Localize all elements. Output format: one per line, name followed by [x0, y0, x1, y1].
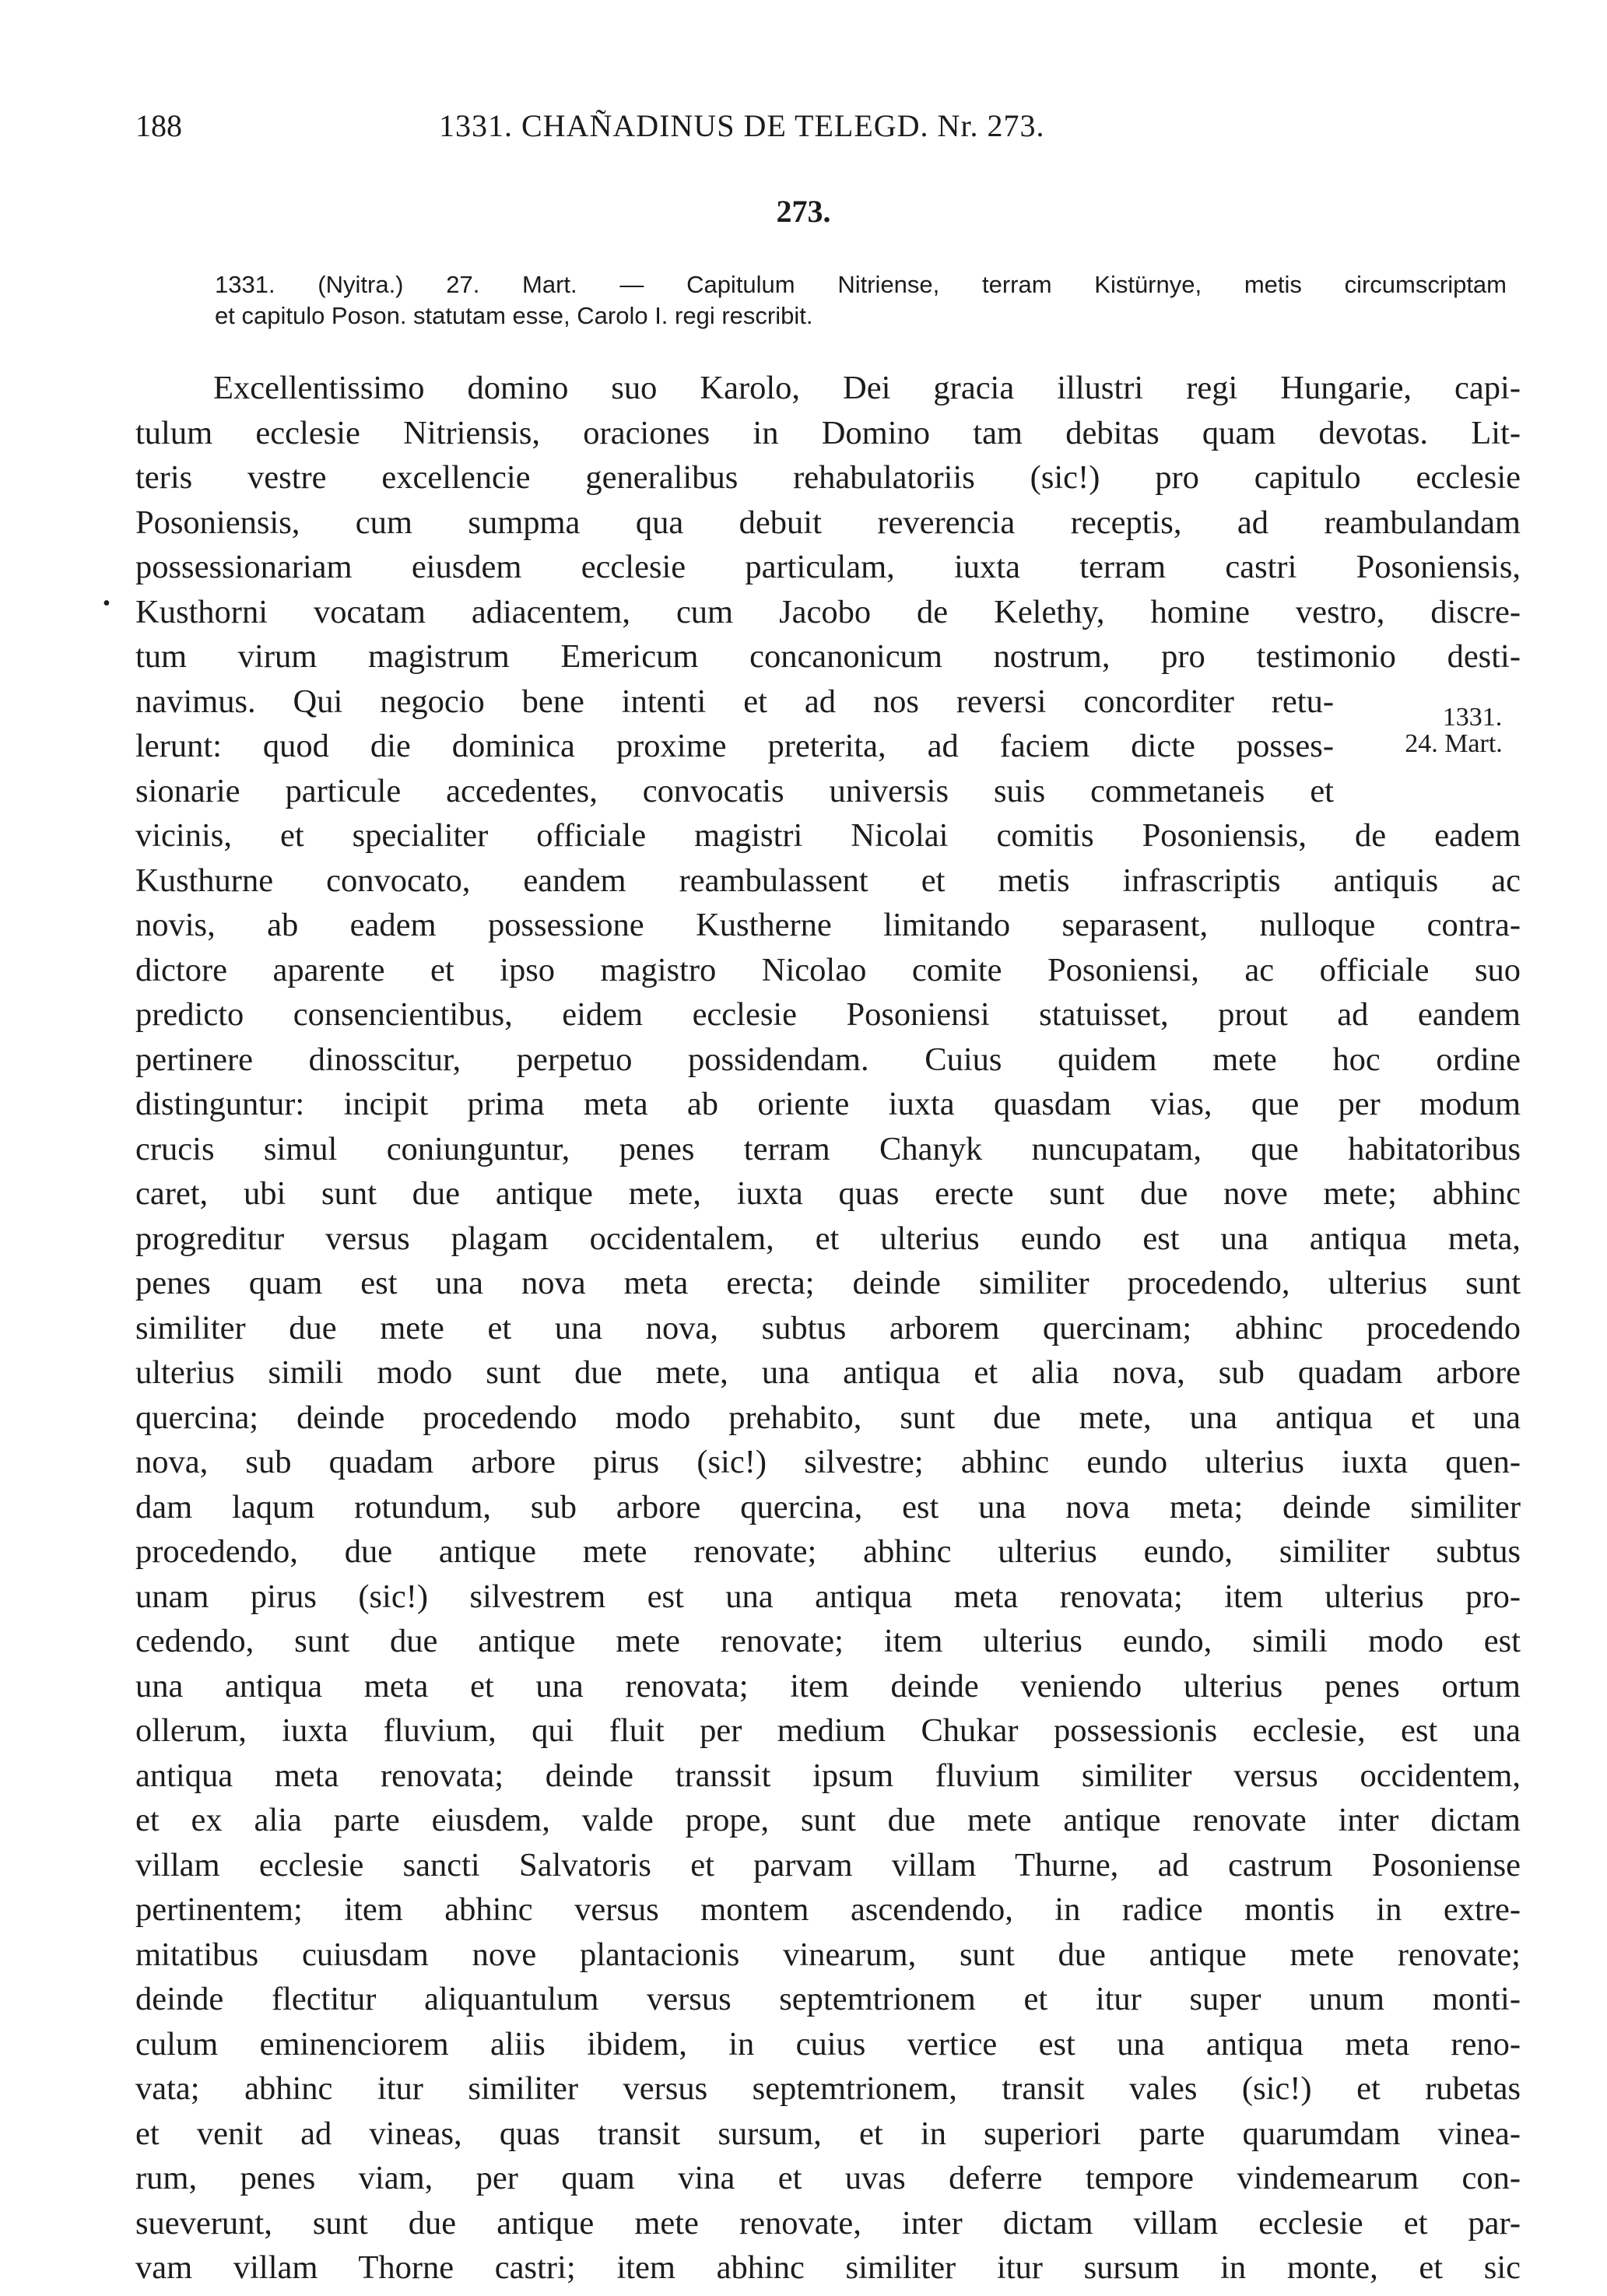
text-line: Posoniensis, cum sumpma qua debuit reverencia receptis, ad reambulandam: [135, 504, 1521, 541]
text-line: possessionariam eiusdem ecclesie particulam, iuxta terram castri Posoniensis,: [135, 549, 1521, 585]
page-number: 188: [135, 108, 182, 143]
text-line: Excellentissimo domino suo Karolo, Dei gracia illustri regi Hungarie, capi-: [213, 370, 1521, 406]
text-line: una antiqua meta et una renovata; item deinde veniendo ulterius penes ortum: [135, 1667, 1521, 1704]
text-line: distinguntur: incipit prima meta ab oriente iuxta quasdam vias, que per modum: [135, 1086, 1521, 1122]
page-header: [135, 107, 1521, 154]
text-line: crucis simul coniunguntur, penes terram Chanyk nuncupatam, que habitatoribus: [135, 1130, 1521, 1167]
text-line: rum, penes viam, per quam vina et uvas deferre tempore vindemearum con-: [135, 2160, 1521, 2196]
text-line: dam laqum rotundum, sub arbore quercina, est una nova meta; deinde similiter: [135, 1488, 1521, 1525]
running-head: 1331. CHAÑADINUS DE TELEGD. Nr. 273.: [439, 108, 1045, 143]
margin-date-day: 24. Mart.: [1405, 729, 1503, 758]
margin-date-year: 1331.: [1442, 703, 1503, 732]
margin-bullet: •: [103, 592, 111, 616]
text-line: progreditur versus plagam occidentalem, et ulterius eundo est una antiqua meta,: [135, 1220, 1521, 1257]
text-line: navimus. Qui negocio bene intenti et ad nos reversi concorditer retu-: [135, 683, 1334, 720]
text-line: ulterius simili modo sunt due mete, una antiqua et alia nova, sub quadam arbore: [135, 1354, 1521, 1391]
text-line: ollerum, iuxta fluvium, qui fluit per medium Chukar possessionis ecclesie, est una: [135, 1712, 1521, 1749]
text-line: culum eminenciorem aliis ibidem, in cuius vertice est una antiqua meta reno-: [135, 2025, 1521, 2063]
body-text: [135, 366, 1521, 2291]
text-line: quercina; deinde procedendo modo prehabito, sunt due mete, una antiqua et una: [135, 1399, 1521, 1436]
text-line: Kusthorni vocatam adiacentem, cum Jacobo de Kelethy, homine vestro, discre-: [135, 593, 1521, 630]
text-line: novis, ab eadem possessione Kustherne limitando separasent, nulloque contra-: [135, 907, 1521, 943]
text-line: vam villam Thorne castri; item abhinc similiter itur sursum in monte, et sic: [135, 2249, 1521, 2286]
document-number: 273.: [776, 194, 831, 229]
text-line: et ex alia parte eiusdem, valde prope, sunt due mete antique renovate inter dictam: [135, 1802, 1521, 1838]
text-line: antiqua meta renovata; deinde transsit ipsum fluvium similiter versus occidentem,: [135, 1757, 1521, 1794]
text-line: similiter due mete et una nova, subtus arborem quercinam; abhinc procedendo: [135, 1309, 1521, 1346]
regest: [215, 269, 1507, 332]
text-line: mitatibus cuiusdam nove plantacionis vinearum, sunt due antique mete renovate;: [135, 1936, 1521, 1973]
text-line: tulum ecclesie Nitriensis, oraciones in Domino tam debitas quam devotas. Lit-: [135, 414, 1521, 451]
regest-line: 1331. (Nyitra.) 27. Mart. — Capitulum Nitriense, terram Kistürnye, metis circumscriptam: [215, 271, 1507, 298]
text-line: vicinis, et specialiter officiale magistri Nicolai comitis Posoniensis, de eadem: [135, 817, 1521, 854]
text-line: penes quam est una nova meta erecta; deinde similiter procedendo, ulterius sunt: [135, 1265, 1521, 1301]
text-line: et venit ad vineas, quas transit sursum, et in superiori parte quarumdam vinea-: [135, 2115, 1521, 2152]
text-line: pertinentem; item abhinc versus montem ascendendo, in radice montis in extre-: [135, 1891, 1521, 1928]
text-line: cedendo, sunt due antique mete renovate; item ulterius eundo, simili modo est: [135, 1623, 1521, 1659]
text-line: villam ecclesie sancti Salvatoris et parvam villam Thurne, ad castrum Posoniense: [135, 1846, 1521, 1883]
text-line: vata; abhinc itur similiter versus septemtrionem, transit vales (sic!) et rubetas: [135, 2070, 1521, 2107]
text-line: predicto consencientibus, eidem ecclesie Posoniensi statuisset, prout ad eandem: [135, 996, 1521, 1033]
text-line: sueverunt, sunt due antique mete renovate, inter dictam villam ecclesie et par-: [135, 2204, 1521, 2242]
text-line: caret, ubi sunt due antique mete, iuxta quas erecte sunt due nove mete; abhinc: [135, 1175, 1521, 1212]
text-line: procedendo, due antique mete renovate; abhinc ulterius eundo, similiter subtus: [135, 1533, 1521, 1570]
regest-line: et capitulo Poson. statutam esse, Carolo I. regi rescribit.: [215, 302, 813, 329]
text-line: teris vestre excellencie generalibus rehabulatoriis (sic!) pro capitulo ecclesie: [135, 459, 1521, 496]
text-line: Kusthurne convocato, eandem reambulassent et metis infrascriptis antiquis ac: [135, 862, 1521, 899]
text-line: pertinere dinosscitur, perpetuo possidendam. Cuius quidem mete hoc ordine: [135, 1041, 1521, 1078]
text-line: lerunt: quod die dominica proxime preterita, ad faciem dicte posses-: [135, 728, 1334, 764]
text-line: unam pirus (sic!) silvestrem est una antiqua meta renovata; item ulterius pro-: [135, 1578, 1521, 1615]
text-line: tum virum magistrum Emericum concanonicum nostrum, pro testimonio desti-: [135, 638, 1521, 675]
text-line: dictore aparente et ipso magistro Nicolao comite Posoniensi, ac officiale suo: [135, 951, 1521, 988]
text-line: nova, sub quadam arbore pirus (sic!) silvestre; abhinc eundo ulterius iuxta quen-: [135, 1444, 1521, 1480]
text-line: deinde flectitur aliquantulum versus septemtrionem et itur super unum monti-: [135, 1981, 1521, 2017]
text-line: sionarie particule accedentes, convocatis universis suis commetaneis et: [135, 772, 1334, 809]
